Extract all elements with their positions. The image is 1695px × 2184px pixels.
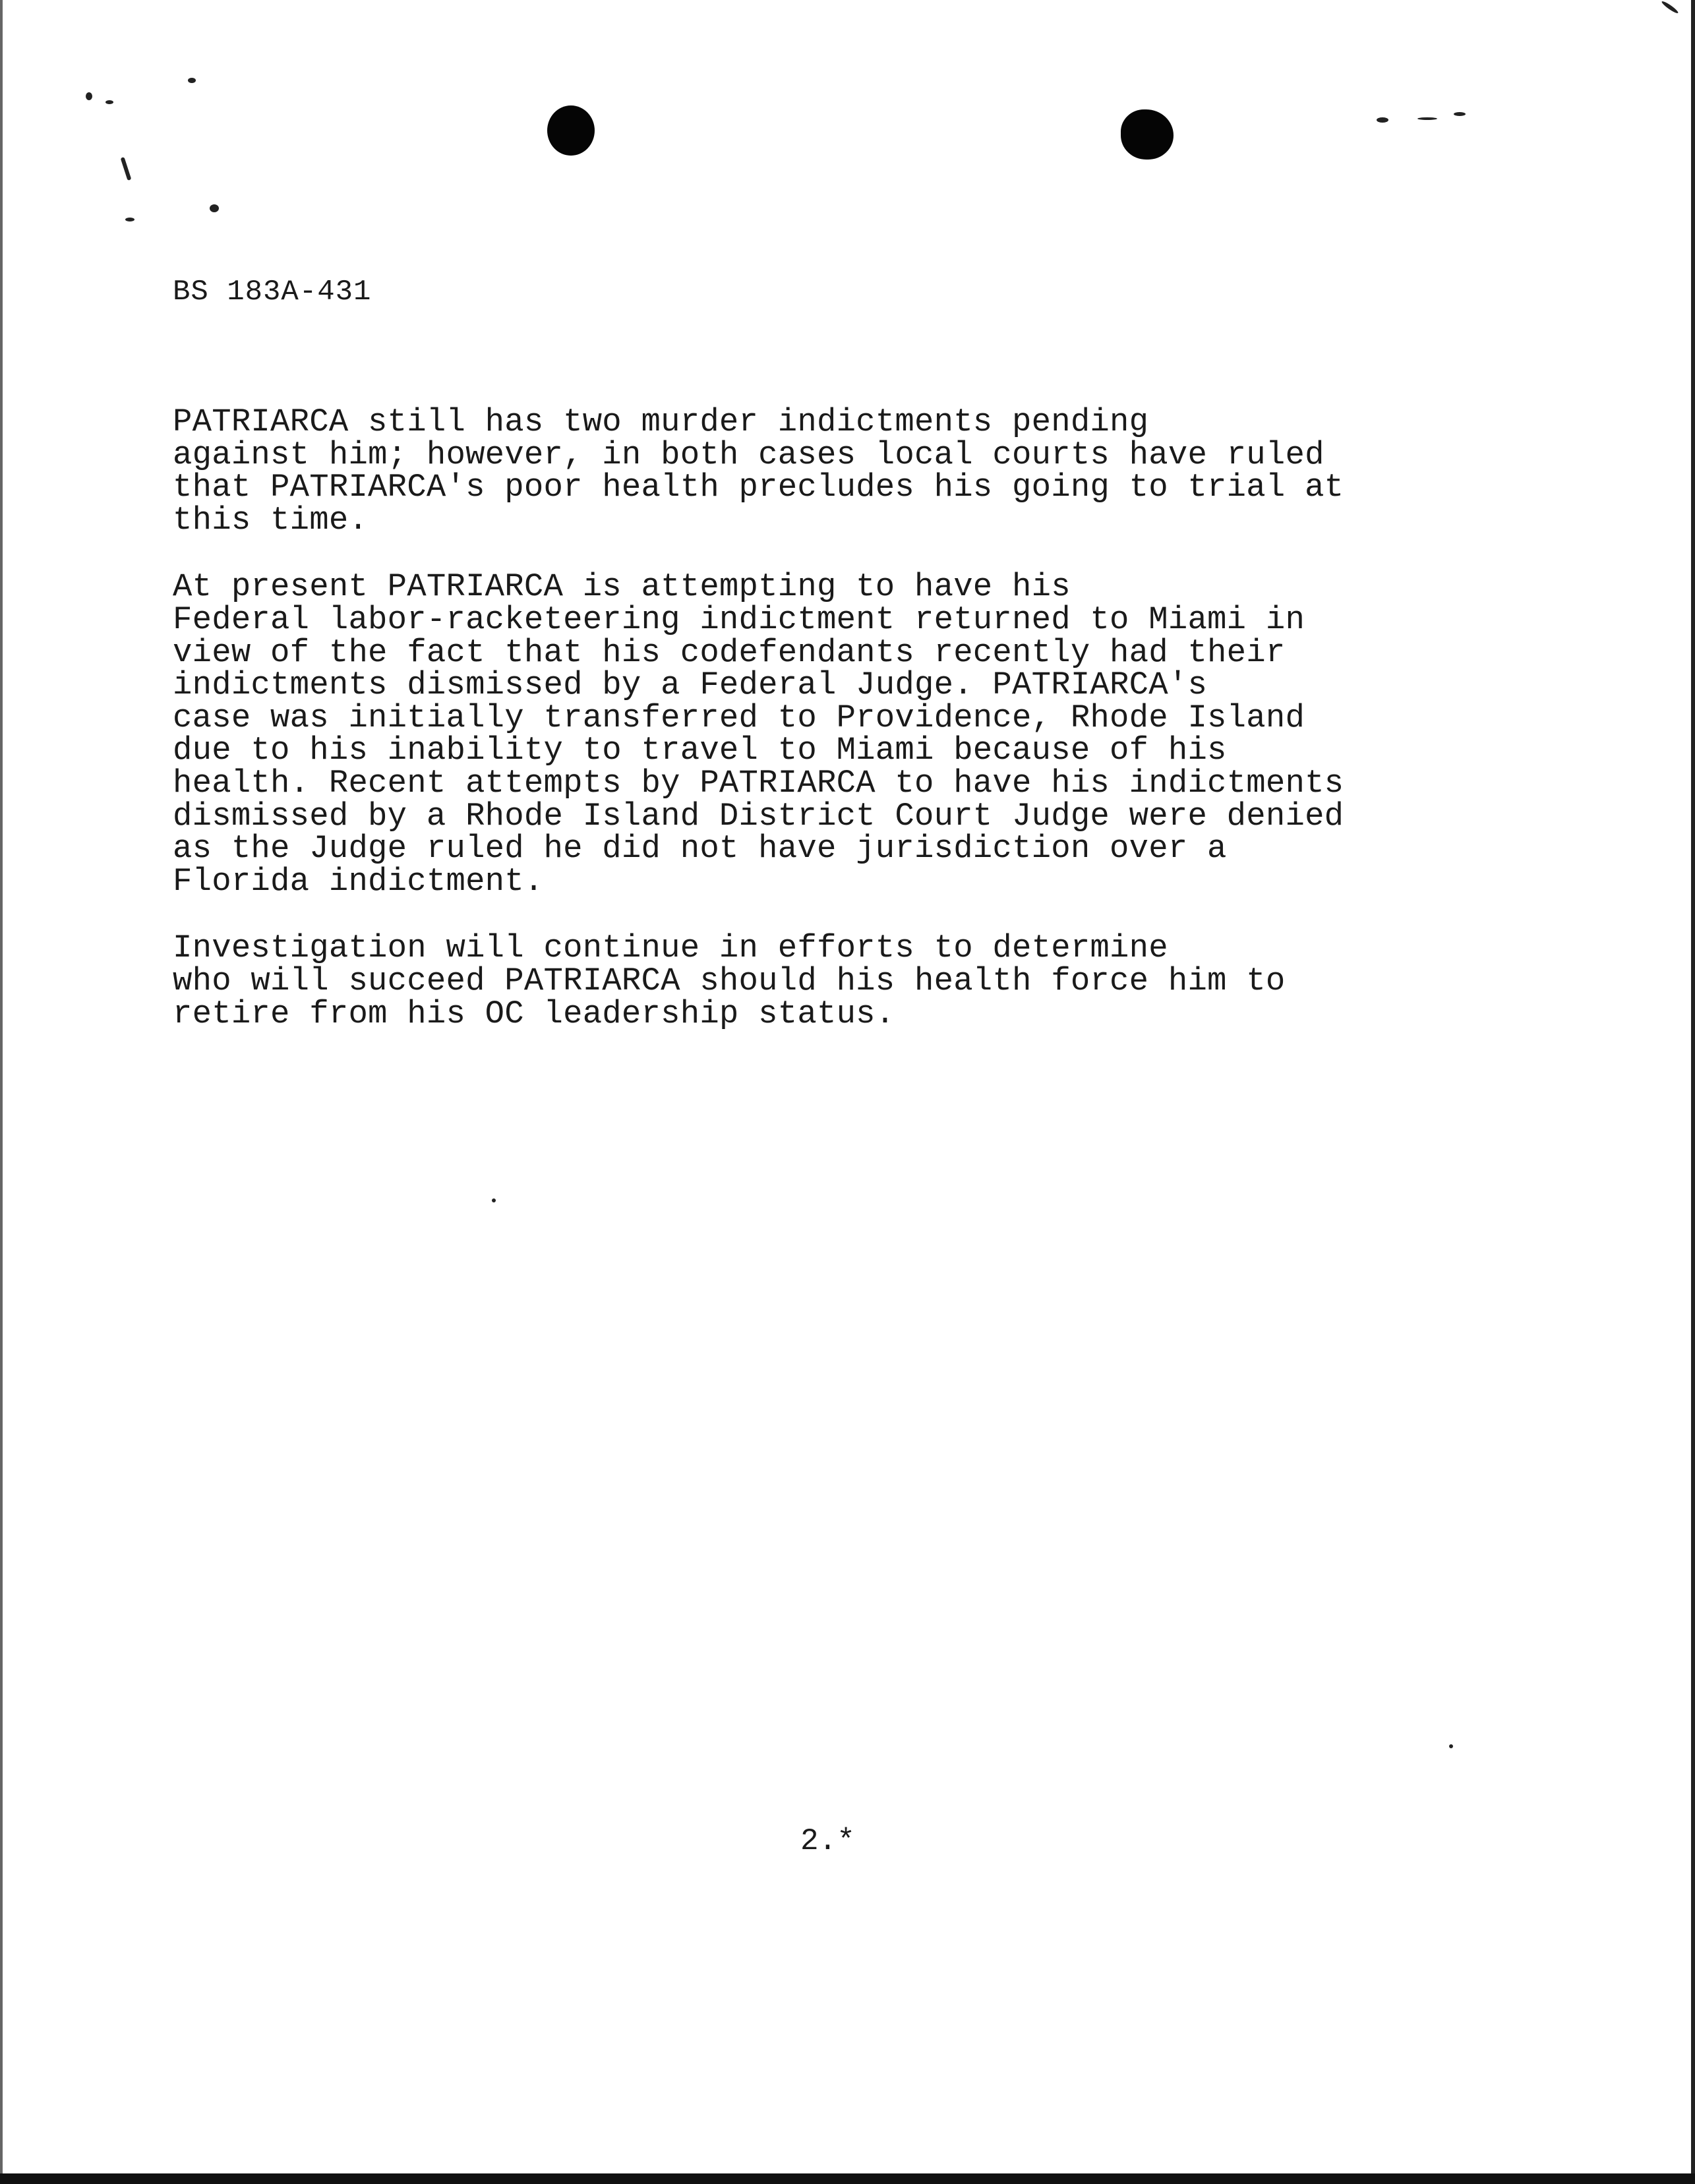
scan-speck xyxy=(105,100,113,104)
memo-body xyxy=(173,403,1584,1065)
scan-speck xyxy=(188,78,196,83)
page-number: 2.* xyxy=(800,1824,855,1858)
paragraph-indictment: At present PATRIARCA is attempting to have his Federal labor-racketeering indictment returned to Miami in view of the fact that his codefendants recently had their indictments dismissed by a Federal Judge. PATRIARCA's case was initially transferred to Providence, Rhode Island due to his inability to travel to Miami because of his health. Recent attempts by PATRIARCA to have his indictments dismissed by a Rhode Island District Court Judge were denied as the Judge ruled he did not have jurisdiction over a Florida indictment. xyxy=(173,568,1344,900)
scan-speck xyxy=(1377,117,1388,123)
scan-speck xyxy=(210,204,219,212)
scan-edge-right xyxy=(1691,0,1695,2184)
scan-speck xyxy=(1417,117,1437,120)
scan-speck xyxy=(86,92,92,100)
scan-speck xyxy=(1661,0,1679,15)
punch-hole-right xyxy=(1121,109,1174,160)
scan-edge-bottom xyxy=(0,2173,1695,2184)
scan-speck xyxy=(121,157,132,181)
paragraph-health: PATRIARCA still has two murder indictments pending against him; however, in both cases local courts have ruled that PATRIARCA's poor health precludes his going to trial at this time. xyxy=(173,403,1344,539)
scan-edge-left xyxy=(0,0,3,2184)
scan-speck xyxy=(125,218,134,221)
paragraph-investigation: Investigation will continue in efforts to determine who will succeed PATRIARCA should his health force him to retire from his OC leadership status. xyxy=(173,930,1286,1032)
scan-speck xyxy=(1449,1744,1453,1748)
file-number: BS 183A-431 xyxy=(173,276,372,309)
scan-speck xyxy=(492,1198,496,1202)
punch-hole-left xyxy=(547,105,595,156)
scan-speck xyxy=(1454,112,1466,116)
